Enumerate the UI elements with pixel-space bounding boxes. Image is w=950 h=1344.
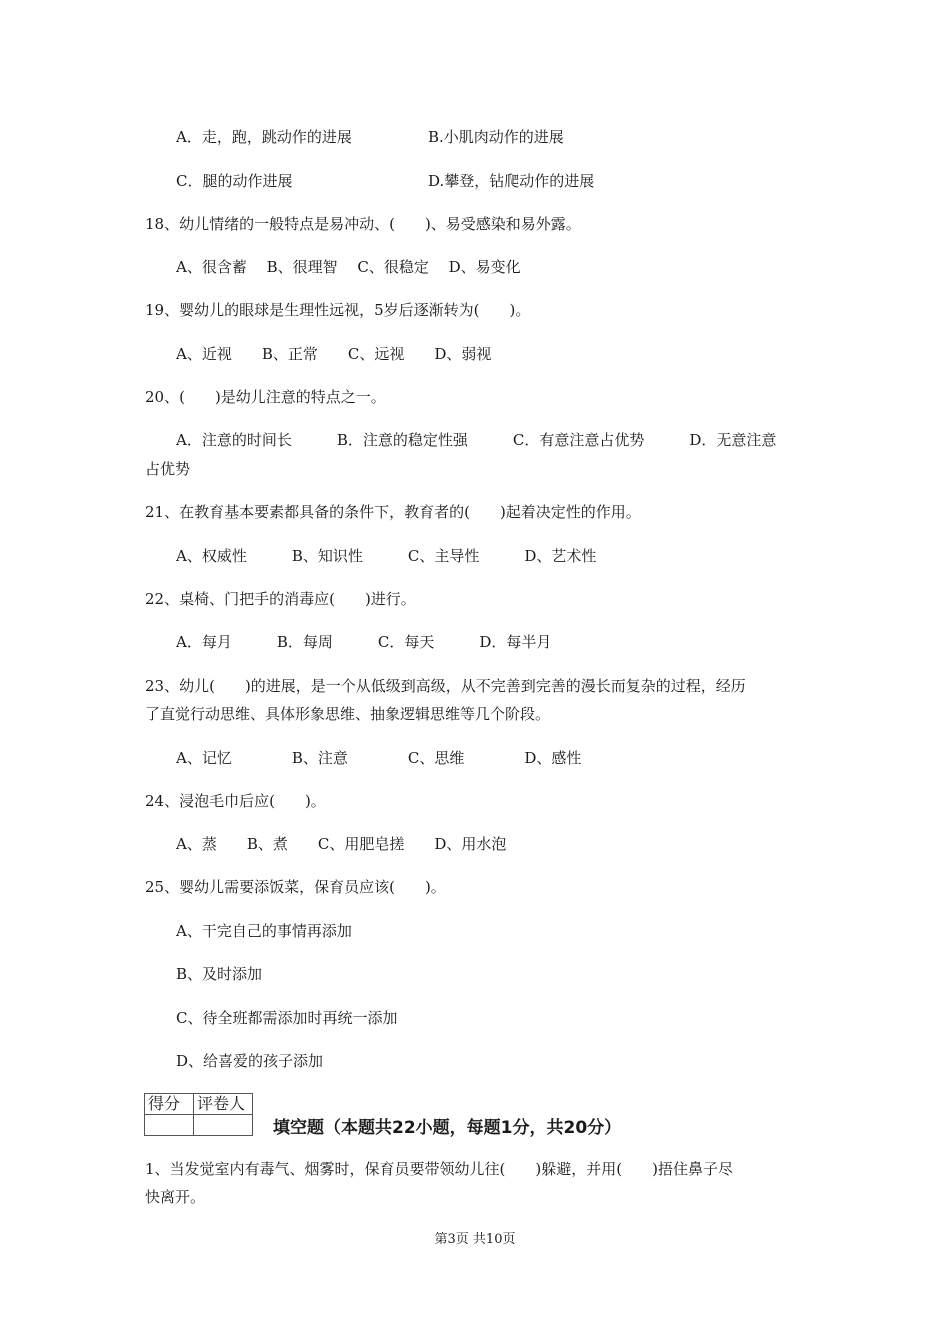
q17-option-d: D.攀登，钻爬动作的进展 bbox=[428, 172, 595, 190]
q17-option-b: B.小肌肉动作的进展 bbox=[428, 128, 564, 146]
question-23-options: A、记忆 B、注意 C、思维 D、感性 bbox=[176, 749, 582, 767]
section-title: 填空题（本题共22小题，每题1分，共20分） bbox=[273, 1118, 622, 1138]
question-23-stem: 23、幼儿( )的进展，是一个从低级到高级，从不完善到完善的漫长而复杂的过程，经历 bbox=[145, 677, 746, 695]
question-20-options: A．注意的时间长 B．注意的稳定性强 C．有意注意占优势 D．无意注意 bbox=[176, 431, 777, 449]
score-box bbox=[144, 1093, 253, 1136]
question-22-options: A．每月 B．每周 C．每天 D．每半月 bbox=[176, 633, 552, 651]
grader-label: 评卷人 bbox=[194, 1094, 253, 1115]
question-19-stem: 19、婴幼儿的眼球是生理性远视，5岁后逐渐转为( )。 bbox=[145, 301, 531, 319]
page-footer: 第3页 共10页 bbox=[434, 1232, 516, 1247]
grader-cell bbox=[194, 1115, 253, 1136]
question-18-options: A、很含蓄 B、很理智 C、很稳定 D、易变化 bbox=[176, 258, 521, 276]
fill-question-1-stem: 1、当发觉室内有毒气、烟雾时，保育员要带领幼儿往( )躲避，并用( )捂住鼻子尽 bbox=[145, 1160, 733, 1178]
fill-question-1-stem-continued: 快离开。 bbox=[145, 1188, 206, 1206]
question-25-option-d: D、给喜爱的孩子添加 bbox=[176, 1052, 324, 1070]
question-24-stem: 24、浸泡毛巾后应( )。 bbox=[145, 792, 326, 810]
question-20-stem: 20、( )是幼儿注意的特点之一。 bbox=[145, 388, 386, 406]
question-25-option-c: C、待全班都需添加时再统一添加 bbox=[176, 1009, 398, 1027]
q17-option-a: A．走，跑，跳动作的进展 bbox=[176, 128, 352, 146]
question-24-options: A、蒸 B、煮 C、用肥皂搓 D、用水泡 bbox=[176, 835, 507, 853]
question-20-options-continued: 占优势 bbox=[145, 460, 191, 478]
question-22-stem: 22、桌椅、门把手的消毒应( )进行。 bbox=[145, 590, 416, 608]
question-25-stem: 25、婴幼儿需要添饭菜，保育员应该( )。 bbox=[145, 878, 446, 896]
score-cell bbox=[145, 1115, 194, 1136]
question-21-options: A、权威性 B、知识性 C、主导性 D、艺术性 bbox=[176, 547, 597, 565]
q17-option-c: C．腿的动作进展 bbox=[176, 172, 293, 190]
question-18-stem: 18、幼儿情绪的一般特点是易冲动、( )、易受感染和易外露。 bbox=[145, 215, 581, 233]
question-23-stem-continued: 了直觉行动思维、具体形象思维、抽象逻辑思维等几个阶段。 bbox=[145, 705, 551, 723]
score-label: 得分 bbox=[145, 1094, 194, 1115]
question-25-option-b: B、及时添加 bbox=[176, 965, 263, 983]
question-19-options: A、近视 B、正常 C、远视 D、弱视 bbox=[176, 345, 492, 363]
question-21-stem: 21、在教育基本要素都具备的条件下，教育者的( )起着决定性的作用。 bbox=[145, 503, 641, 521]
question-25-option-a: A、干完自己的事情再添加 bbox=[176, 922, 352, 940]
